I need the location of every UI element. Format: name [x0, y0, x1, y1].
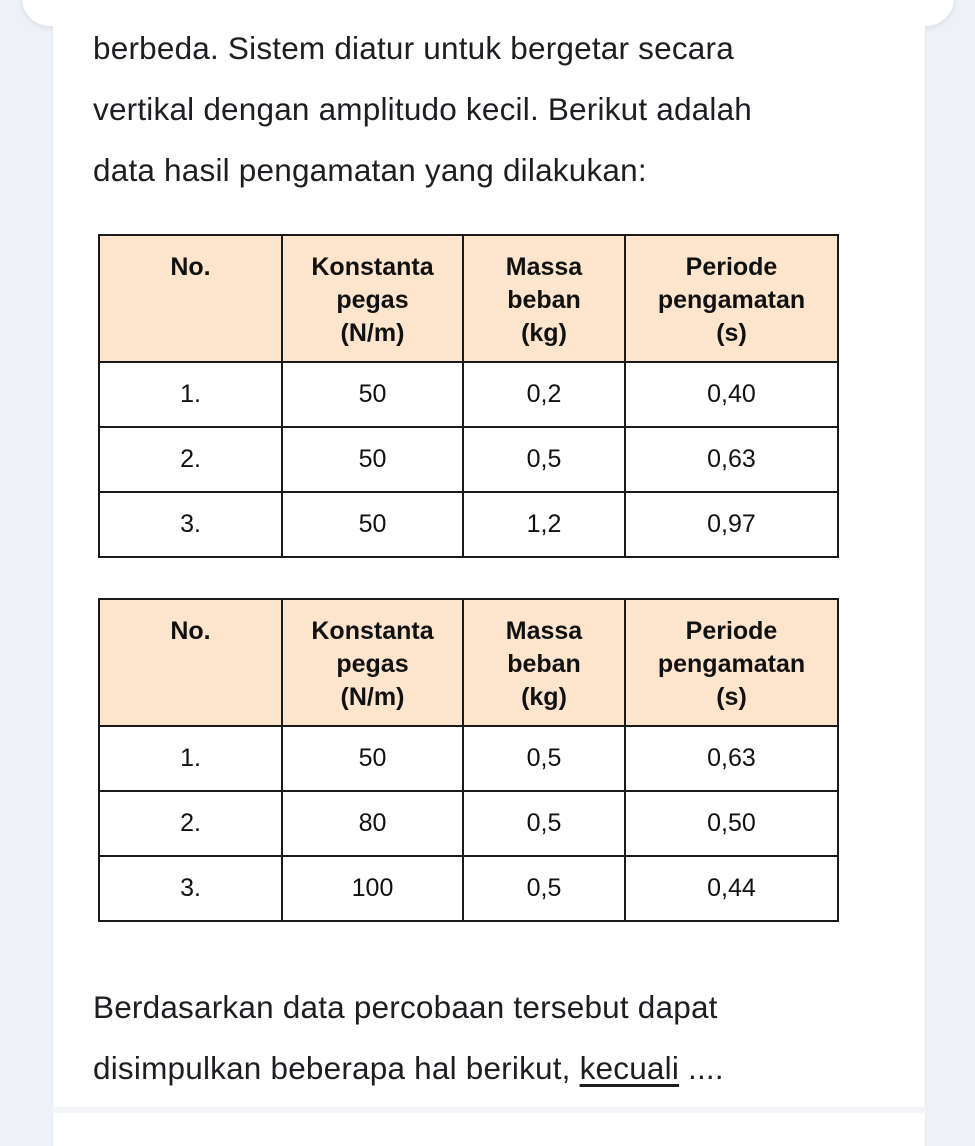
cell-konstanta: 80 [282, 791, 463, 856]
cell-konstanta: 50 [282, 726, 463, 791]
kecuali-emphasis: kecuali [579, 1050, 680, 1086]
cell-no: 2. [99, 791, 282, 856]
data-table-1 [98, 234, 839, 558]
cell-massa: 1,2 [463, 492, 625, 557]
header-periode: Periode pengamatan (s) [625, 599, 838, 726]
intro-line-1: berbeda. Sistem diatur untuk bergetar secara [93, 30, 734, 66]
cell-konstanta: 100 [282, 856, 463, 921]
header-massa: Massa beban (kg) [463, 599, 625, 726]
header-no: No. [99, 235, 282, 362]
intro-line-2: vertikal dengan amplitudo kecil. Berikut adalah [93, 91, 753, 127]
cell-konstanta: 50 [282, 492, 463, 557]
prompt-line-2-suffix: .... [679, 1050, 724, 1086]
prompt-line-2-prefix: disimpulkan beberapa hal berikut, [93, 1050, 580, 1086]
cell-no: 2. [99, 427, 282, 492]
cell-periode: 0,63 [625, 427, 838, 492]
cell-periode: 0,44 [625, 856, 838, 921]
prompt-line-1: Berdasarkan data percobaan tersebut dapat [93, 989, 718, 1025]
intro-line-3: data hasil pengamatan yang dilakukan: [93, 152, 647, 188]
cell-konstanta: 50 [282, 362, 463, 427]
cell-massa: 0,5 [463, 726, 625, 791]
header-no: No. [99, 599, 282, 726]
cell-no: 1. [99, 362, 282, 427]
cell-massa: 0,5 [463, 427, 625, 492]
table-header-row [99, 599, 838, 726]
cell-periode: 0,50 [625, 791, 838, 856]
cell-no: 3. [99, 492, 282, 557]
cell-periode: 0,63 [625, 726, 838, 791]
cell-massa: 0,5 [463, 791, 625, 856]
table-row [99, 362, 838, 427]
question-prompt-text [93, 977, 853, 1099]
table-row [99, 492, 838, 557]
header-konstanta: Konstanta pegas (N/m) [282, 599, 463, 726]
header-periode: Periode pengamatan (s) [625, 235, 838, 362]
table-row [99, 791, 838, 856]
data-table-2 [98, 598, 839, 922]
cell-periode: 0,40 [625, 362, 838, 427]
card-bottom-edge [52, 1107, 926, 1113]
header-konstanta: Konstanta pegas (N/m) [282, 235, 463, 362]
cell-no: 1. [99, 726, 282, 791]
cell-massa: 0,2 [463, 362, 625, 427]
table-row [99, 726, 838, 791]
table-row [99, 427, 838, 492]
cell-konstanta: 50 [282, 427, 463, 492]
question-intro-text [93, 18, 853, 201]
cell-massa: 0,5 [463, 856, 625, 921]
cell-periode: 0,97 [625, 492, 838, 557]
cell-no: 3. [99, 856, 282, 921]
table-header-row [99, 235, 838, 362]
header-massa: Massa beban (kg) [463, 235, 625, 362]
table-row [99, 856, 838, 921]
